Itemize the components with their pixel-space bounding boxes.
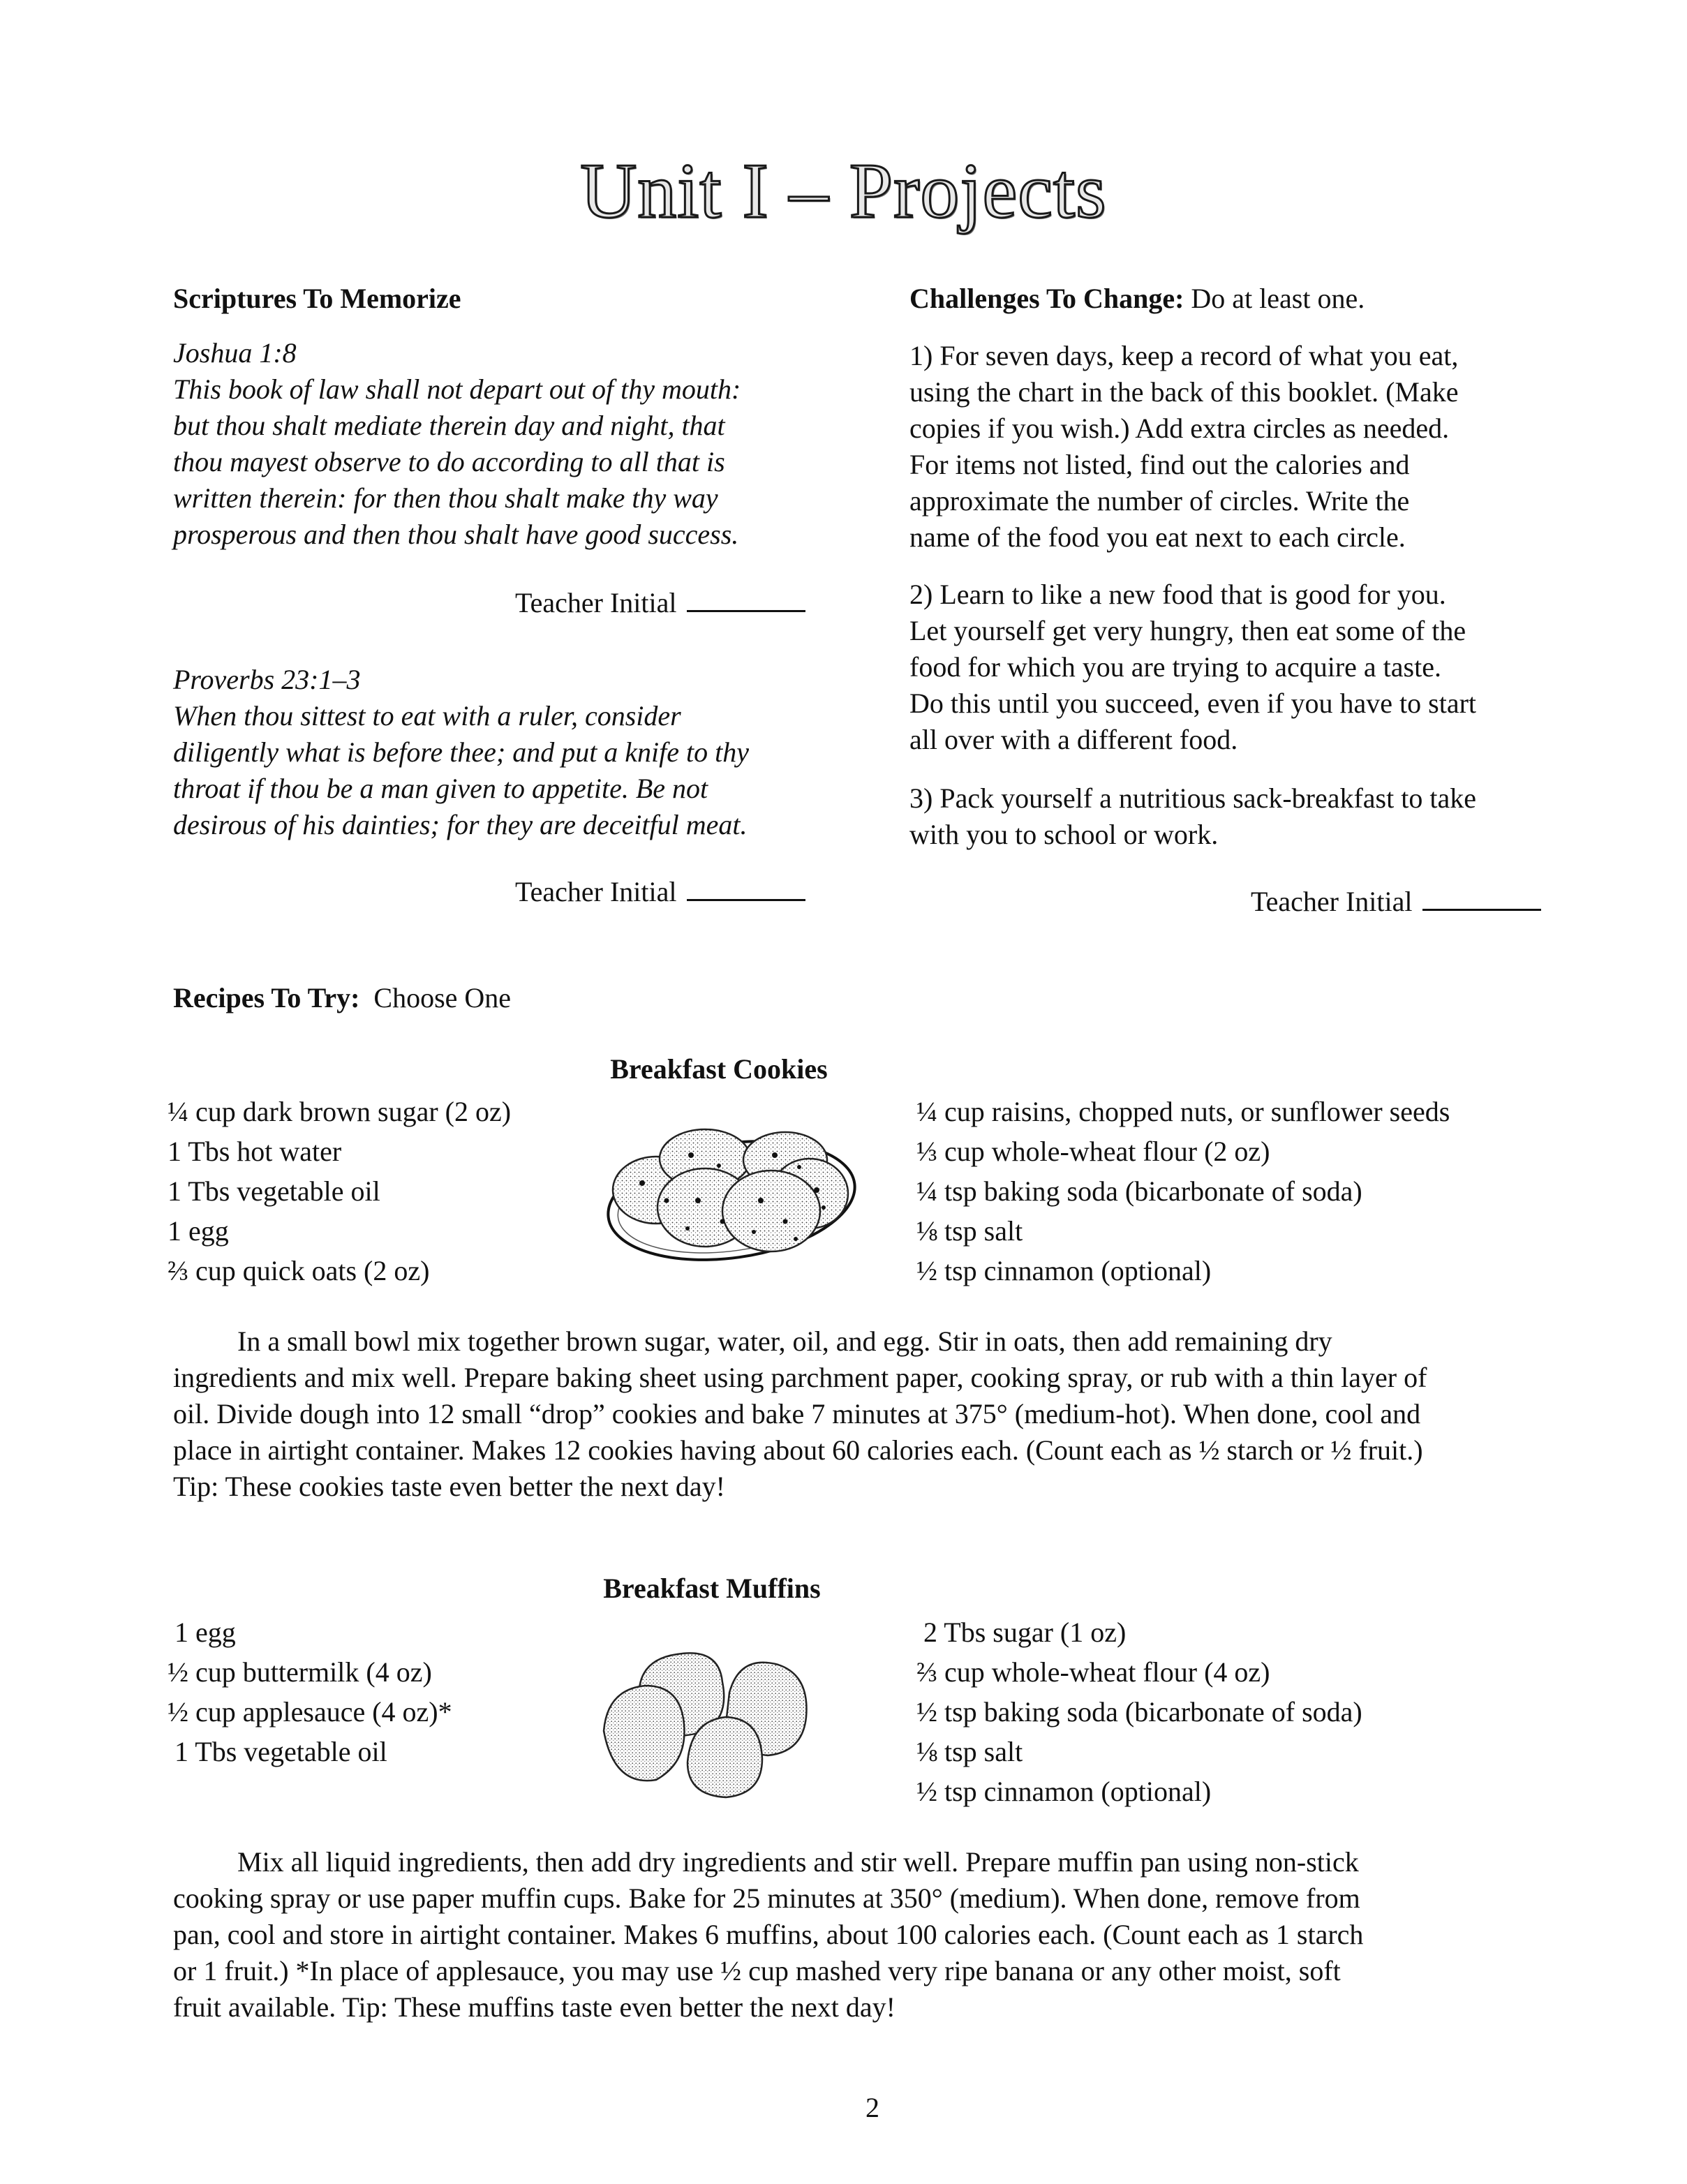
scripture-line: but thou shalt mediate therein day and night, that xyxy=(173,410,725,441)
challenge-line: using the chart in the back of this booklet. (Make xyxy=(909,376,1459,408)
instruction-line: Mix all liquid ingredients, then add dry ingredients and stir well. Prepare muffin pan using non-stick xyxy=(237,1846,1359,1878)
challenge-item-1 xyxy=(909,338,1458,556)
ingredient-item: ⅛ tsp salt xyxy=(916,1736,1023,1767)
scripture-passage-joshua xyxy=(173,335,741,553)
challenge-line: all over with a different food. xyxy=(909,724,1238,755)
teacher-initial-label: Teacher Initial xyxy=(515,876,677,907)
teacher-initial-blank[interactable] xyxy=(1422,908,1541,911)
ingredient-item: ¼ cup dark brown sugar (2 oz) xyxy=(168,1096,512,1127)
instruction-line: place in airtight container. Makes 12 cookies having about 60 calories each. (Count each as ½ starch or ½ fruit.) xyxy=(173,1434,1423,1466)
instruction-line: oil. Divide dough into 12 small “drop” cookies and bake 7 minutes at 375° (medium-hot). When done, cool and xyxy=(173,1398,1421,1429)
instruction-line: pan, cool and store in airtight container. Makes 6 muffins, about 100 calories each. (Count each as 1 starch xyxy=(173,1919,1364,1950)
scripture-reference: Proverbs 23:1–3 xyxy=(173,664,361,695)
scripture-reference: Joshua 1:8 xyxy=(173,337,297,369)
scripture-line: written therein: for then thou shalt make thy way xyxy=(173,482,718,514)
page-number: 2 xyxy=(865,2092,879,2123)
ingredient-item: ¼ tsp baking soda (bicarbonate of soda) xyxy=(916,1175,1362,1207)
challenge-line: Let yourself get very hungry, then eat some of the xyxy=(909,615,1466,646)
challenge-line: with you to school or work. xyxy=(909,819,1219,850)
instruction-line: Tip: These cookies taste even better the next day! xyxy=(173,1471,725,1502)
challenge-item-3 xyxy=(909,780,1476,853)
muffins-icon xyxy=(600,1640,831,1801)
challenge-line: 1) For seven days, keep a record of what you eat, xyxy=(909,340,1459,371)
teacher-initial-challenges xyxy=(1251,884,1541,920)
ingredient-item: ⅔ cup whole-wheat flour (4 oz) xyxy=(916,1656,1270,1688)
instruction-line: fruit available. Tip: These muffins taste even better the next day! xyxy=(173,1991,895,2023)
scripture-line: When thou sittest to eat with a ruler, consider xyxy=(173,700,681,731)
scripture-line: desirous of his dainties; for they are deceitful meat. xyxy=(173,809,748,840)
ingredient-item: 1 egg xyxy=(168,1617,236,1648)
teacher-initial-label: Teacher Initial xyxy=(1251,886,1413,917)
challenge-line: 2) Learn to like a new food that is good for you. xyxy=(909,579,1446,610)
challenges-subheading: Do at least one. xyxy=(1184,283,1365,314)
muffins-instructions xyxy=(173,1844,1363,2026)
recipes-header xyxy=(173,980,511,1016)
ingredient-item: 1 Tbs hot water xyxy=(168,1136,342,1167)
instruction-line: ingredients and mix well. Prepare baking sheet using parchment paper, cooking spray, or rub with a thin layer of xyxy=(173,1362,1427,1393)
scripture-line: throat if thou be a man given to appetite. Be not xyxy=(173,773,708,804)
challenges-heading: Challenges To Change: xyxy=(909,283,1184,314)
challenge-line: food for which you are trying to acquire a taste. xyxy=(909,651,1441,683)
ingredient-item: ¼ cup raisins, chopped nuts, or sunflower seeds xyxy=(916,1096,1450,1127)
muffins-illustration xyxy=(600,1640,831,1801)
ingredient-item: ⅓ cup whole-wheat flour (2 oz) xyxy=(916,1136,1270,1167)
ingredient-item: ½ tsp baking soda (bicarbonate of soda) xyxy=(916,1696,1362,1728)
ingredient-item: ½ tsp cinnamon (optional) xyxy=(916,1776,1212,1807)
instruction-line: In a small bowl mix together brown sugar, water, oil, and egg. Stir in oats, then add remaining dry xyxy=(237,1325,1332,1357)
teacher-initial-blank[interactable] xyxy=(687,898,805,901)
ingredient-item: 1 Tbs vegetable oil xyxy=(168,1175,380,1207)
teacher-initial-label: Teacher Initial xyxy=(515,587,677,618)
teacher-initial-proverbs xyxy=(515,874,805,910)
recipe-title-cookies: Breakfast Cookies xyxy=(610,1053,828,1085)
recipes-heading: Recipes To Try: xyxy=(173,982,360,1013)
ingredient-item: ⅛ tsp salt xyxy=(916,1215,1023,1247)
challenge-line: approximate the number of circles. Write the xyxy=(909,485,1410,517)
muffins-ingredients-right xyxy=(916,1612,1362,1811)
cookies-illustration xyxy=(600,1117,865,1263)
teacher-initial-joshua xyxy=(515,585,805,621)
challenge-line: Do this until you succeed, even if you have to start xyxy=(909,688,1477,719)
page-title: Unit I – Projects xyxy=(580,148,1107,235)
ingredient-item: ⅔ cup quick oats (2 oz) xyxy=(168,1255,430,1286)
recipes-subheading: Choose One xyxy=(359,982,512,1013)
ingredient-item: ½ cup buttermilk (4 oz) xyxy=(168,1656,432,1688)
ingredient-item: 1 egg xyxy=(168,1215,229,1247)
challenge-line: 3) Pack yourself a nutritious sack-breakfast to take xyxy=(909,782,1476,814)
challenge-line: copies if you wish.) Add extra circles as needed. xyxy=(909,413,1450,444)
teacher-initial-blank[interactable] xyxy=(687,609,805,612)
scripture-line: This book of law shall not depart out of thy mouth: xyxy=(173,373,741,405)
scripture-line: thou mayest observe to do according to all that is xyxy=(173,446,725,477)
cookies-ingredients-right xyxy=(916,1092,1450,1291)
instruction-line: or 1 fruit.) *In place of applesauce, you may use ½ cup mashed very ripe banana or any other moist, soft xyxy=(173,1955,1341,1986)
cookies-plate-icon xyxy=(600,1117,865,1263)
challenges-header xyxy=(909,281,1365,317)
scripture-passage-proverbs xyxy=(173,662,749,843)
instruction-line: cooking spray or use paper muffin cups. Bake for 25 minutes at 350° (medium). When done, remove from xyxy=(173,1882,1360,1914)
scriptures-heading: Scriptures To Memorize xyxy=(173,283,461,314)
challenge-item-2 xyxy=(909,577,1476,758)
cookies-ingredients-left xyxy=(168,1092,511,1291)
ingredient-item: 2 Tbs sugar (1 oz) xyxy=(916,1617,1127,1648)
ingredient-item: ½ cup applesauce (4 oz)* xyxy=(168,1696,452,1728)
recipe-title-muffins: Breakfast Muffins xyxy=(603,1573,821,1604)
ingredient-item: ½ tsp cinnamon (optional) xyxy=(916,1255,1212,1286)
muffins-ingredients-left xyxy=(168,1612,452,1771)
scripture-line: diligently what is before thee; and put a knife to thy xyxy=(173,736,750,768)
challenge-line: For items not listed, find out the calories and xyxy=(909,449,1410,480)
challenge-line: name of the food you eat next to each circle. xyxy=(909,521,1406,553)
scripture-line: prosperous and then thou shalt have good success. xyxy=(173,519,739,550)
ingredient-item: 1 Tbs vegetable oil xyxy=(168,1736,387,1767)
cookies-instructions xyxy=(173,1323,1427,1505)
